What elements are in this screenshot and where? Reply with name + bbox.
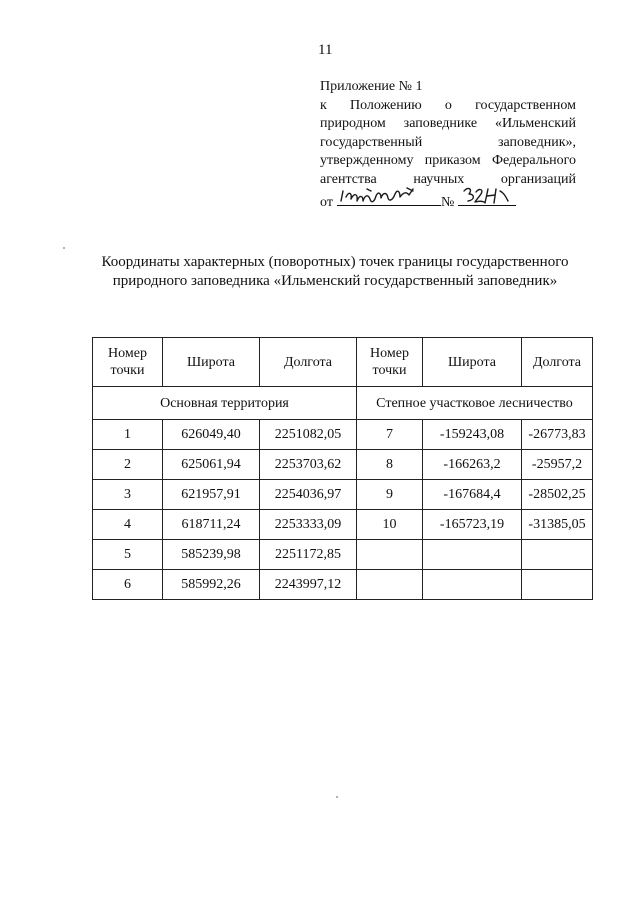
header-point-number: Номер точки [357, 338, 423, 387]
table-header-row [93, 338, 593, 387]
table-cell [522, 540, 593, 570]
table-cell: 1 [93, 420, 163, 450]
header-latitude: Широта [163, 338, 260, 387]
order-signature-line [320, 189, 576, 213]
table-cell: 8 [357, 450, 423, 480]
table-cell: 2251172,85 [260, 540, 357, 570]
table-cell: 585992,26 [163, 570, 260, 600]
section-row [93, 387, 593, 420]
appendix-line: Приложение № 1 [320, 79, 423, 94]
number-label: № [440, 195, 455, 210]
coordinates-table [92, 337, 593, 600]
handwritten-number-signature [460, 183, 516, 205]
table-cell: 9 [357, 480, 423, 510]
header-point-number: Номер точки [93, 338, 163, 387]
table-cell [423, 570, 522, 600]
section-steppe-forestry: Степное участковое лесничество [357, 387, 593, 420]
header-longitude: Долгота [260, 338, 357, 387]
table-cell: -25957,2 [522, 450, 593, 480]
table-cell: 2253703,62 [260, 450, 357, 480]
table-cell: 585239,98 [163, 540, 260, 570]
table-cell: 4 [93, 510, 163, 540]
table-row [93, 570, 593, 600]
table-cell [423, 540, 522, 570]
appendix-line: агентства научных организаций [320, 171, 576, 187]
table-cell: 2 [93, 450, 163, 480]
table-row [93, 450, 593, 480]
table-row [93, 540, 593, 570]
page-number: 11 [318, 42, 333, 58]
table-cell: 10 [357, 510, 423, 540]
table-cell: 7 [357, 420, 423, 450]
table-cell: 618711,24 [163, 510, 260, 540]
table-cell: 6 [93, 570, 163, 600]
scan-speck [63, 247, 65, 249]
table-cell [357, 570, 423, 600]
table-cell [522, 570, 593, 600]
appendix-line: утвержденному приказом Федерального [320, 153, 576, 168]
appendix-header [320, 78, 576, 213]
table-row [93, 510, 593, 540]
table-cell: 626049,40 [163, 420, 260, 450]
table-cell: -165723,19 [423, 510, 522, 540]
appendix-line: государственный заповедник», [320, 134, 576, 150]
table-cell: 2253333,09 [260, 510, 357, 540]
table-cell: -159243,08 [423, 420, 522, 450]
handwritten-number [458, 189, 516, 206]
table-cell: -166263,2 [423, 450, 522, 480]
table-cell: -31385,05 [522, 510, 593, 540]
table-cell: 3 [93, 480, 163, 510]
table-cell: -26773,83 [522, 420, 593, 450]
table-cell: 2254036,97 [260, 480, 357, 510]
handwritten-date [337, 189, 441, 206]
table-cell: 5 [93, 540, 163, 570]
scan-speck [336, 796, 338, 798]
table-cell: -28502,25 [522, 480, 593, 510]
table-cell: 625061,94 [163, 450, 260, 480]
document-title: Координаты характерных (поворотных) точек границы государственного природного заповедника «Ильменский государственный заповедник» [101, 254, 569, 289]
table-cell [357, 540, 423, 570]
table-cell: 2251082,05 [260, 420, 357, 450]
from-label: от [320, 195, 333, 210]
header-latitude: Широта [423, 338, 522, 387]
header-longitude: Долгота [522, 338, 593, 387]
section-main-territory: Основная территория [93, 387, 357, 420]
table-cell: 621957,91 [163, 480, 260, 510]
appendix-line: к Положению о государственном [320, 97, 576, 113]
table-cell: -167684,4 [423, 480, 522, 510]
appendix-line: природном заповеднике «Ильменский [320, 116, 576, 131]
handwritten-date-signature [337, 183, 441, 205]
table-cell: 2243997,12 [260, 570, 357, 600]
table-row [93, 420, 593, 450]
table-row [93, 480, 593, 510]
